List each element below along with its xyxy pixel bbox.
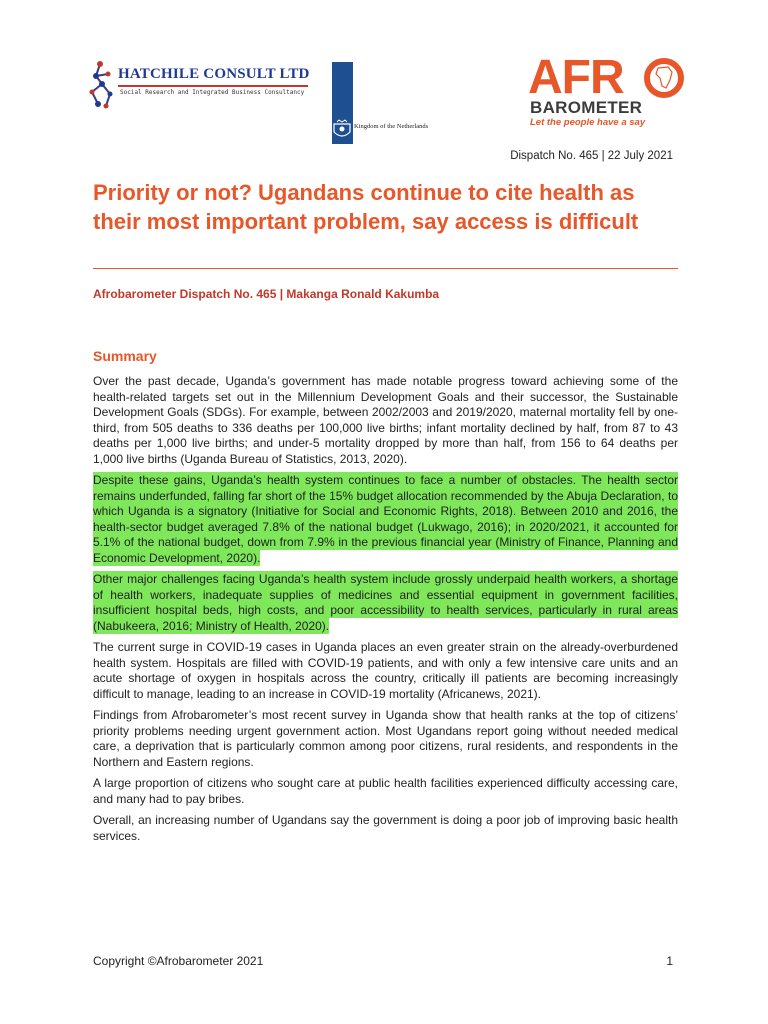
barometer-wordmark: BAROMETER <box>530 98 643 117</box>
afrobarometer-tagline: Let the people have a say <box>530 117 646 128</box>
paragraph-text: Other major challenges facing Uganda’s health system include grossly underpaid health workers, a shortage of health workers, inadequate supplies of medicines and essential equipment in government facilities, insufficient hospital beds, high costs, and poor accessibility to health services, particularly in rural areas (Nabukeera, 2016; Ministry of Health, 2020). <box>93 572 678 633</box>
summary-body <box>93 374 678 850</box>
netherlands-crest-icon <box>330 118 354 142</box>
summary-paragraph <box>93 776 678 807</box>
network-nodes-icon <box>86 60 118 110</box>
hatchile-logo <box>86 58 316 110</box>
paragraph-text: Over the past decade, Uganda’s government has made notable progress toward achieving some of the health-related targets set out in the Millennium Development Goals and their successor, the Sustainable Development Goals (SDGs). For example, between 2002/2003 and 2019/2020, maternal mortality fell by one-third, from 505 deaths to 336 deaths per 100,000 live births; infant mortality declined by half, from 87 to 43 deaths per 1,000 live births; and under-5 mortality dropped by more than half, from 156 to 64 deaths per 1,000 live births (Uganda Bureau of Statistics, 2013, 2020). <box>93 374 678 466</box>
summary-paragraph <box>93 640 678 702</box>
paragraph-text: Despite these gains, Uganda’s health system continues to face a number of obstacles. The health sector remains underfunded, falling far short of the 15% budget allocation recommended by the Abuja Declaration, to which Uganda is a signatory (Initiative for Social and Economic Rights, 2018). Between 2010 and 2016, the health-sector budget averaged 7.8% of the national budget (Lukwago, 2016); in 2020/2021, it accounted for 5.1% of the national budget, down from 7.9% in the previous financial year (Ministry of Finance, Planning and Economic Development, 2020). <box>93 473 678 565</box>
footer-copyright: Copyright ©Afrobarometer 2021 <box>93 954 264 968</box>
document-title: Priority or not? Ugandans continue to cite health as their most important problem, say access is difficult <box>93 180 639 234</box>
hatchile-name: HATCHILE CONSULT LTD <box>118 66 310 82</box>
paragraph-text: Overall, an increasing number of Ugandans say the government is doing a poor job of improving basic health services. <box>93 813 678 843</box>
page-number: 1 <box>666 954 673 968</box>
netherlands-text: Kingdom of the Netherlands <box>354 123 429 130</box>
africa-map-icon <box>644 56 684 100</box>
summary-paragraph <box>93 374 678 467</box>
afro-wordmark: AFR <box>528 51 624 104</box>
paragraph-text: A large proportion of citizens who sought care at public health facilities experienced difficulty accessing care, and many had to pay bribes. <box>93 776 678 806</box>
summary-paragraph-highlighted <box>93 572 678 634</box>
byline: Afrobarometer Dispatch No. 465 | Makanga Ronald Kakumba <box>93 287 440 301</box>
hatchile-rule <box>118 85 308 87</box>
summary-heading: Summary <box>93 348 157 364</box>
title-divider <box>93 268 678 269</box>
dispatch-number-date: Dispatch No. 465 | 22 July 2021 <box>510 150 673 162</box>
summary-paragraph-highlighted <box>93 473 678 566</box>
summary-paragraph <box>93 813 678 844</box>
paragraph-text: Findings from Afrobarometer’s most recent survey in Uganda show that health ranks at the top of citizens’ priority problems needing urgent government action. Most Ugandans report going without needed medical care, a deprivation that is particularly common among poor citizens, rural residents, and respondents in the Northern and Eastern regions. <box>93 708 678 769</box>
summary-paragraph <box>93 708 678 770</box>
afrobarometer-logo <box>528 51 683 136</box>
paragraph-text: The current surge in COVID-19 cases in Uganda places an even greater strain on the already-overburdened health system. Hospitals are filled with COVID-19 patients, and with only a few intensive care units and an acute shortage of oxygen in hospitals across the country, critically ill patients are becoming increasingly difficult to manage, leading to an increase in COVID-19 mortality (Africanews, 2021). <box>93 640 678 701</box>
hatchile-tagline: Social Research and Integrated Business Consultancy <box>120 89 305 96</box>
